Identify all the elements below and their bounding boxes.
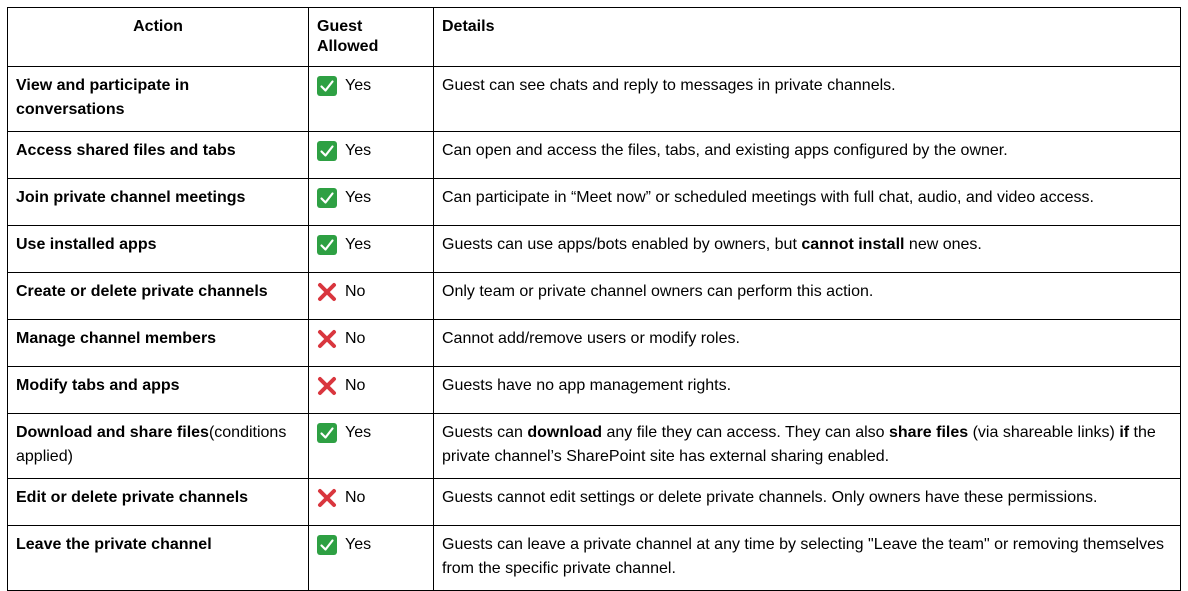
check-icon [317,141,337,161]
table-row [8,526,1181,591]
details-text: Guests have no app management rights. [442,377,732,394]
status-badge [317,421,371,445]
action-cell [8,320,309,367]
details-cell [434,273,1181,320]
table-row [8,414,1181,479]
action-cell [8,132,309,179]
details-cell [434,479,1181,526]
action-cell [8,273,309,320]
action-label: Download and share files [16,424,209,441]
details-emphasis: share files [889,424,969,441]
guest-allowed-cell [309,273,434,320]
header-guest-allowed [309,8,434,67]
details-text: (via shareable links) [968,424,1120,441]
guest-allowed-cell [309,132,434,179]
guest-allowed-cell [309,320,434,367]
check-icon [317,235,337,255]
status-badge [317,139,371,163]
status-badge [317,374,365,398]
status-badge [317,186,371,210]
details-text: any file they can access. They can also [602,424,889,441]
details-cell [434,320,1181,367]
details-cell [434,67,1181,132]
header-details: Details [434,8,1181,67]
details-cell [434,414,1181,479]
table-row [8,320,1181,367]
details-text: Can open and access the files, tabs, and existing apps configured by the owner. [442,142,1008,159]
table-row [8,226,1181,273]
header-action: Action [8,8,309,67]
cross-icon [317,329,337,349]
table-body [8,67,1181,591]
action-label: View and participate in conversations [16,77,190,118]
cross-icon [317,488,337,508]
guest-allowed-cell [309,479,434,526]
guest-allowed-cell [309,226,434,273]
action-label: Modify tabs and apps [16,377,180,394]
status-badge [317,74,371,98]
details-text: Only team or private channel owners can perform this action. [442,283,874,300]
action-cell [8,367,309,414]
header-guest-allowed-label: Guest Allowed [317,18,379,55]
status-label: Yes [345,189,372,206]
status-label: No [345,330,366,347]
cross-icon [317,282,337,302]
action-label: Use installed apps [16,236,157,253]
table-row [8,132,1181,179]
action-label: Access shared files and tabs [16,142,236,159]
details-emphasis: download [527,424,603,441]
status-label: No [345,283,366,300]
action-label: Join private channel meetings [16,189,246,206]
action-label: Leave the private channel [16,536,212,553]
table-row [8,273,1181,320]
permissions-table [7,7,1181,591]
status-label: Yes [345,142,372,159]
details-cell [434,526,1181,591]
action-cell [8,226,309,273]
details-cell [434,179,1181,226]
status-badge [317,486,365,510]
details-text: the private channel’s SharePoint site has external sharing enabled. [442,424,1156,465]
status-label: Yes [345,77,372,94]
table-row [8,479,1181,526]
details-emphasis: cannot install [801,236,905,253]
status-label: No [345,489,366,506]
guest-allowed-cell [309,67,434,132]
guest-allowed-cell [309,179,434,226]
details-text: new ones. [904,236,982,253]
check-icon [317,188,337,208]
status-label: Yes [345,536,372,553]
status-badge [317,280,365,304]
action-suffix: (conditions applied) [16,424,287,465]
status-label: Yes [345,236,372,253]
action-cell [8,414,309,479]
table-row [8,367,1181,414]
details-text: Guest can see chats and reply to messages in private channels. [442,77,896,94]
details-text: Guests can leave a private channel at any time by selecting "Leave the team" or removing themselves from the specific private channel. [442,536,1164,577]
action-label: Edit or delete private channels [16,489,249,506]
guest-allowed-cell [309,367,434,414]
status-badge [317,533,371,557]
status-badge [317,327,365,351]
action-cell [8,479,309,526]
details-emphasis: if [1119,424,1130,441]
status-label: Yes [345,424,372,441]
table-row [8,67,1181,132]
table-header [8,8,1181,67]
header-row [8,8,1181,67]
details-text: Cannot add/remove users or modify roles. [442,330,740,347]
check-icon [317,76,337,96]
action-cell [8,526,309,591]
details-cell [434,226,1181,273]
details-cell [434,367,1181,414]
check-icon [317,535,337,555]
details-text: Guests can use apps/bots enabled by owners, but [442,236,802,253]
check-icon [317,423,337,443]
details-cell [434,132,1181,179]
action-label: Manage channel members [16,330,217,347]
cross-icon [317,376,337,396]
status-badge [317,233,371,257]
guest-allowed-cell [309,414,434,479]
action-cell [8,179,309,226]
action-label: Create or delete private channels [16,283,268,300]
details-text: Guests can [442,424,528,441]
table-row [8,179,1181,226]
guest-allowed-cell [309,526,434,591]
status-label: No [345,377,366,394]
action-cell [8,67,309,132]
details-text: Can participate in “Meet now” or scheduled meetings with full chat, audio, and video access. [442,189,1094,206]
details-text: Guests cannot edit settings or delete private channels. Only owners have these permissions. [442,489,1098,506]
